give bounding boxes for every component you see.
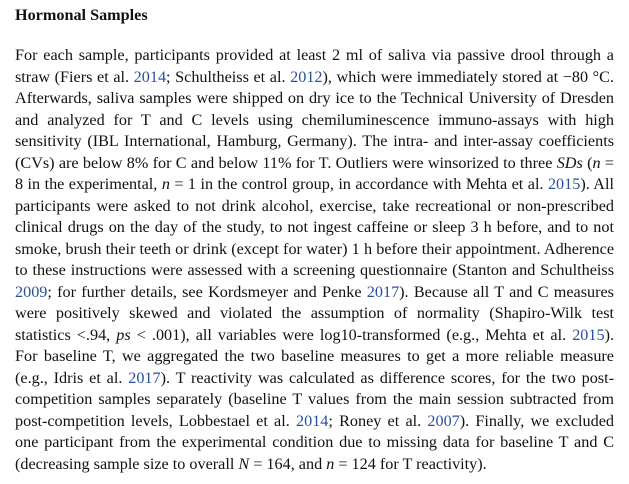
italic-term: N: [238, 454, 250, 473]
text-run: ; Schultheiss et al.: [166, 67, 291, 86]
citation-link[interactable]: 2017: [128, 368, 161, 387]
citation-link[interactable]: 2014: [133, 67, 167, 86]
text-run: (: [582, 153, 593, 172]
text-run: = 1 in the control group, in accordance with Mehta et al.: [169, 175, 548, 193]
italic-term: SDs: [556, 153, 583, 172]
citation-link[interactable]: 2014: [296, 411, 329, 430]
text-run: For each sample, participants provided at least 2 ml of saliva via passive drool through a straw (Fiers et al.: [15, 46, 614, 86]
text-run: ). T reactivity was calculated as difference scores, for the two post-competition samples separately (baseline T values from the main session subtracted from post-competition levels, Lobbestael et al.: [15, 368, 614, 430]
text-run: < .001), all variables were log10-transformed (e.g., Mehta et al.: [130, 325, 573, 344]
body-paragraph: [15, 45, 614, 475]
section-heading: Hormonal Samples: [15, 6, 148, 24]
citation-link[interactable]: 2009: [15, 282, 48, 301]
text-run: = 164, and: [249, 454, 327, 473]
text-run: ), which were immediately stored at −80 °C. Afterwards, saliva samples were shipped on dry ice to the Technical University of Dresden and analyzed for T and C levels using chemiluminescence immuno-assays with high sensitivity (IBL International, Hamburg, Germany). The intra- and inter-assay coefficients (CVs) are below 8% for C and below 11% for T. Outliers were winsorized to three: [15, 67, 614, 172]
italic-term: n: [326, 454, 335, 473]
italic-term: n: [592, 153, 601, 172]
citation-link[interactable]: 2015: [547, 175, 581, 193]
text-run: ; for further details, see Kordsmeyer and Penke: [47, 282, 367, 301]
citation-link[interactable]: 2015: [572, 325, 605, 344]
italic-term: n: [161, 175, 170, 193]
citation-link[interactable]: 2007: [427, 411, 460, 430]
text-run: ). Because all T and C measures were positively skewed and violated the assumption of normality (Shapiro-Wilk test statistics <.94,: [15, 282, 614, 344]
text-run: ). For baseline T, we aggregated the two baseline measures to get a more reliable measure (e.g., Idris et al.: [15, 325, 614, 387]
text-run: ). Finally, we excluded one participant from the experimental condition due to missing data for baseline T and C (decreasing sample size to overall: [15, 411, 614, 473]
italic-term: ps: [116, 325, 131, 344]
text-run: ; Roney et al.: [328, 411, 428, 430]
text-run: = 8 in the experimental,: [15, 153, 614, 193]
citation-link[interactable]: 2017: [366, 282, 400, 301]
text-run: ). All participants were asked to not drink alcohol, exercise, take recreational or non-prescribed clinical drugs on the day of the study, to not ingest caffeine or sleep 3 h before, and to not smoke, brush their teeth or drink (except for water) 1 h before their appointment. Adherence to these instructions were assessed with a screening questionnaire (Stanton and Schultheiss: [15, 175, 614, 279]
text-run: = 124 for T reactivity).: [334, 454, 487, 473]
citation-link[interactable]: 2012: [290, 67, 323, 86]
